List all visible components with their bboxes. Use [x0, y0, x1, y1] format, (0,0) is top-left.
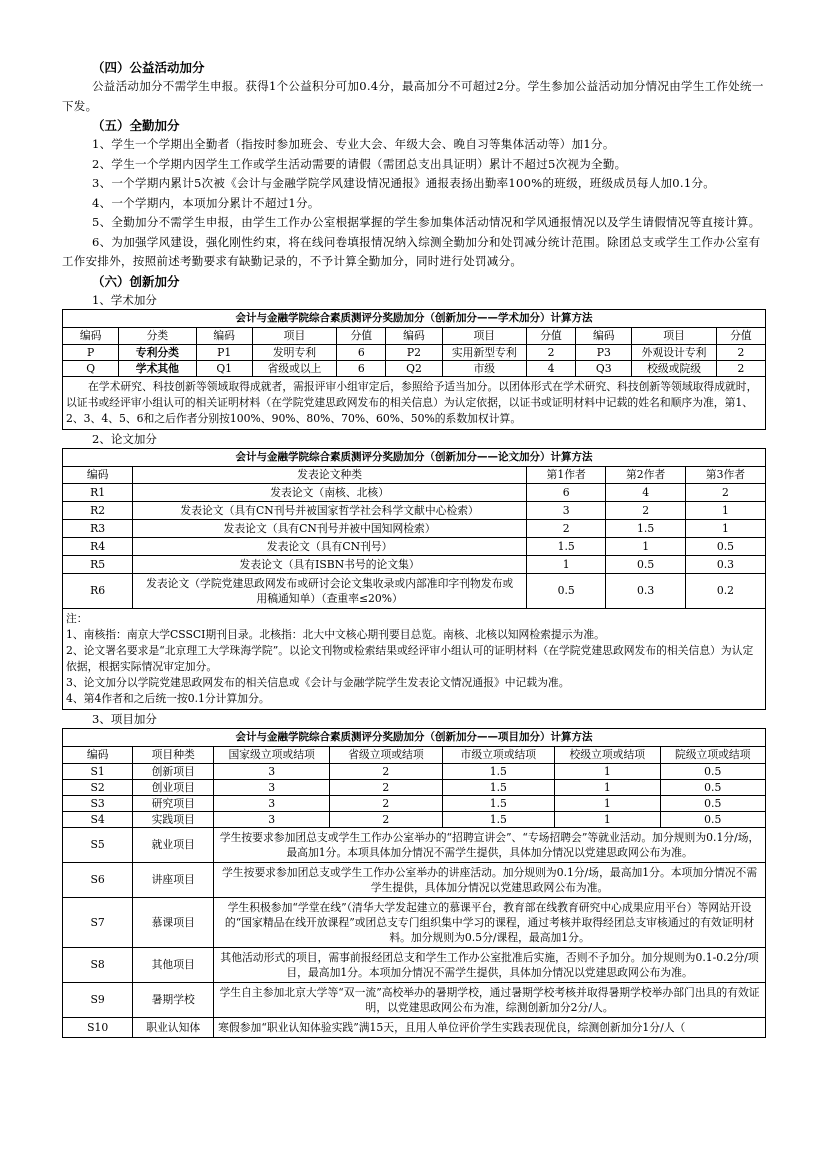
table-row: [63, 811, 766, 827]
table-caption: 会计与金融学院综合素质测评分奖励加分（创新加分——论文加分）计算方法: [63, 448, 766, 466]
table-cell: 3: [214, 779, 330, 795]
table-cell: 2: [330, 779, 442, 795]
table-row: [63, 947, 766, 982]
column-header: 校级立项或结项: [555, 746, 660, 763]
table-cell: 1: [555, 763, 660, 779]
table-cell: 暑期学校: [133, 982, 214, 1017]
table-cell: 实用新型专利: [442, 344, 526, 360]
table-cell: 1: [555, 779, 660, 795]
table-cell: P3: [576, 344, 632, 360]
table-cell: 0.2: [685, 573, 765, 608]
table-cell: 0.5: [606, 555, 685, 573]
table-cell: 2: [330, 795, 442, 811]
column-header: 省级立项或结项: [330, 746, 442, 763]
table-cell: S1: [63, 763, 133, 779]
note-line: 3、论文加分以学院党建思政网发布的相关信息或《会计与金融学院学生发表论文情况通报》中记载为准。: [66, 675, 570, 689]
table-cell: Q: [63, 360, 119, 376]
table-cell: 0.5: [660, 779, 766, 795]
table-cell: S2: [63, 779, 133, 795]
table-cell: 发表论文（具有ISBN书号的论文集）: [133, 555, 527, 573]
column-header: 项目: [252, 327, 336, 344]
column-header: 院级立项或结项: [660, 746, 766, 763]
table-cell: 3: [214, 763, 330, 779]
table-cell: R4: [63, 537, 133, 555]
table-cell: 校级或院级: [632, 360, 716, 376]
table-caption: 会计与金融学院综合素质测评分奖励加分（创新加分——项目加分）计算方法: [63, 728, 766, 746]
subheading-projects: 3、项目加分: [92, 711, 157, 726]
table-row: [63, 897, 766, 947]
column-header: 分值: [526, 327, 575, 344]
section-heading-public-welfare: （四）公益活动加分: [92, 60, 205, 75]
table-cell: 1: [555, 811, 660, 827]
table-row: [63, 573, 766, 608]
table-cell: 3: [214, 811, 330, 827]
table-cell: 学生按要求参加团总支或学生工作办公室举办的讲座活动。加分规则为0.1分/场，最高加1分。本项加分情况不需学生提供，具体加分情况以党建思政网公布为准。: [214, 862, 766, 897]
table-cell: P1: [196, 344, 252, 360]
table-row: [63, 537, 766, 555]
table-cell: 1: [685, 519, 765, 537]
column-header: 编码: [63, 466, 133, 483]
project-bonus-table: [62, 728, 766, 1038]
column-header: 编码: [63, 746, 133, 763]
table-cell: Q2: [386, 360, 442, 376]
table-cell: 学生积极参加“学堂在线”（清华大学发起建立的慕课平台，教育部在线教育研究中心成果应用平台）等网站开设的“国家精品在线开放课程”或团总支专门组织集中学习的课程，通过考核并取得经团总支审核通过的有效证明材料。加分规则为0.5分/课程，最高加1分。: [214, 897, 766, 947]
table-cell: S10: [63, 1017, 133, 1037]
subheading-papers: 2、论文加分: [92, 431, 157, 446]
table-cell: S9: [63, 982, 133, 1017]
academic-bonus-table: [62, 309, 766, 430]
paper-bonus-table: [62, 448, 766, 710]
table-notes: [63, 608, 766, 709]
column-header: 项目: [632, 327, 716, 344]
note-line: 2、论文署名要求是“北京理工大学珠海学院”。以论文刊物或检索结果或经评审小组认可的证明材料（在学院党建思政网发布的相关信息）为认定依据，根据实际情况审定加分。: [66, 643, 754, 673]
table-cell: 寒假参加“职业认知体验实践”满15天，且用人单位评价学生实践表现优良，综测创新加分1分/人（: [214, 1017, 766, 1037]
table-row: [63, 827, 766, 862]
table-cell: P: [63, 344, 119, 360]
table-cell: S5: [63, 827, 133, 862]
table-row: [63, 1017, 766, 1037]
table-cell: 研究项目: [133, 795, 214, 811]
table-cell: 慕课项目: [133, 897, 214, 947]
paragraph: 3、一个学期内累计5次被《会计与金融学院学风建设情况通报》通报表扬出勤率100%的班级，班级成员每人加0.1分。: [92, 176, 716, 190]
table-cell: 学生按要求参加团总支或学生工作办公室举办的“招聘宣讲会”、“专场招聘会”等就业活动。加分规则为0.1分/场，最高加1分。本项具体加分情况不需学生提供，具体加分情况以党建思政网公布为准。: [214, 827, 766, 862]
table-cell: 1: [526, 555, 605, 573]
table-cell: 发表论文（南核、北核）: [133, 483, 527, 501]
column-header: 国家级立项或结项: [214, 746, 330, 763]
column-header: 编码: [196, 327, 252, 344]
table-cell: 发表论文（学院党建思政网发布或研讨会论文集收录或内部准印字刊物发布或用稿通知单）（查重率≤20%）: [133, 573, 527, 608]
note-line: 4、第4作者和之后统一按0.1分计算加分。: [66, 691, 270, 705]
table-cell: 1.5: [442, 763, 554, 779]
table-cell: R5: [63, 555, 133, 573]
table-cell: 2: [606, 501, 685, 519]
table-cell: 1.5: [526, 537, 605, 555]
table-cell: 职业认知体: [133, 1017, 214, 1037]
table-row: [63, 795, 766, 811]
column-header: 编码: [63, 327, 119, 344]
column-header: 第2作者: [606, 466, 685, 483]
table-row: [63, 982, 766, 1017]
table-cell: S7: [63, 897, 133, 947]
table-note: [63, 376, 766, 429]
table-row: [63, 501, 766, 519]
column-header: 发表论文种类: [133, 466, 527, 483]
table-cell: 1: [555, 795, 660, 811]
table-row: [63, 344, 766, 360]
table-cell: 0.5: [660, 811, 766, 827]
table-cell: S6: [63, 862, 133, 897]
table-cell: S8: [63, 947, 133, 982]
table-row: [63, 483, 766, 501]
table-cell: 就业项目: [133, 827, 214, 862]
table-row: [63, 862, 766, 897]
table-cell: 创新项目: [133, 763, 214, 779]
document-page: [62, 58, 766, 1038]
table-cell: 2: [526, 344, 575, 360]
table-caption: 会计与金融学院综合素质测评分奖励加分（创新加分——学术加分）计算方法: [63, 309, 766, 327]
table-cell: Q3: [576, 360, 632, 376]
table-cell: R1: [63, 483, 133, 501]
table-cell: 1.5: [442, 811, 554, 827]
table-cell: 3: [214, 795, 330, 811]
table-cell: Q1: [196, 360, 252, 376]
column-header: 第3作者: [685, 466, 765, 483]
table-cell: 6: [526, 483, 605, 501]
column-header: 分类: [119, 327, 196, 344]
note-line: 注：: [66, 611, 88, 625]
table-cell: 0.5: [660, 795, 766, 811]
subheading-academic: 1、学术加分: [92, 292, 157, 307]
table-cell: 1.5: [442, 779, 554, 795]
table-cell: 市级: [442, 360, 526, 376]
table-cell: R2: [63, 501, 133, 519]
table-cell: 0.5: [660, 763, 766, 779]
paragraph: 1、学生一个学期出全勤者（指按时参加班会、专业大会、年级大会、晚自习等集体活动等）加1分。: [92, 137, 615, 151]
table-cell: 发表论文（具有CN刊号并被国家哲学社会科学文献中心检索）: [133, 501, 527, 519]
table-cell: 6: [337, 344, 386, 360]
table-cell: R3: [63, 519, 133, 537]
table-cell: 实践项目: [133, 811, 214, 827]
table-cell: 省级或以上: [252, 360, 336, 376]
column-header: 编码: [576, 327, 632, 344]
table-cell: 6: [337, 360, 386, 376]
table-row: [63, 519, 766, 537]
table-cell: 其他项目: [133, 947, 214, 982]
column-header: 市级立项或结项: [442, 746, 554, 763]
table-cell: 2: [716, 360, 765, 376]
table-cell: 发表论文（具有CN刊号）: [133, 537, 527, 555]
paragraph: 6、为加强学风建设，强化刚性约束，将在线问卷填报情况纳入综测全勤加分和处罚减分统计范围。除团总支或学生工作办公室有工作安排外，按照前述考勤要求有缺勤记录的，不予计算全勤加分，同时进行处罚减分。: [62, 234, 761, 268]
table-cell: 4: [526, 360, 575, 376]
table-cell: 其他活动形式的项目，需事前报经团总支和学生工作办公室批准后实施，否则不予加分。加分规则为0.1-0.2分/项目，最高加1分。本项加分情况不需学生提供，具体加分情况以党建思政网公布为准。: [214, 947, 766, 982]
table-cell: 讲座项目: [133, 862, 214, 897]
table-row: [63, 360, 766, 376]
table-cell: 1.5: [606, 519, 685, 537]
table-cell: 2: [330, 763, 442, 779]
column-header: 项目种类: [133, 746, 214, 763]
table-cell: 1: [606, 537, 685, 555]
table-cell: 3: [526, 501, 605, 519]
table-row: [63, 555, 766, 573]
table-cell: 2: [685, 483, 765, 501]
table-cell: 2: [716, 344, 765, 360]
note-line: 1、南核指：南京大学CSSCI期刊目录。北核指：北大中文核心期刊要目总览。南核、北核以知网检索提示为准。: [66, 627, 605, 641]
table-cell: 2: [330, 811, 442, 827]
table-cell: 1: [685, 501, 765, 519]
table-cell: P2: [386, 344, 442, 360]
table-cell: 创业项目: [133, 779, 214, 795]
paragraph: 2、学生一个学期内因学生工作或学生活动需要的请假（需团总支出具证明）累计不超过5次视为全勤。: [92, 156, 627, 171]
table-cell: 0.5: [526, 573, 605, 608]
column-header: 第1作者: [526, 466, 605, 483]
table-cell: S3: [63, 795, 133, 811]
paragraph: 5、全勤加分不需学生申报，由学生工作办公室根据掌握的学生参加集体活动情况和学风通报情况以及学生请假情况等直接计算。: [92, 215, 761, 229]
table-cell: 1.5: [442, 795, 554, 811]
column-header: 分值: [337, 327, 386, 344]
table-cell: 4: [606, 483, 685, 501]
table-cell: S4: [63, 811, 133, 827]
table-cell: R6: [63, 573, 133, 608]
table-cell: 2: [526, 519, 605, 537]
table-cell: 发明专利: [252, 344, 336, 360]
table-cell: 学术其他: [119, 360, 196, 376]
table-cell: 0.3: [606, 573, 685, 608]
table-cell: 外观设计专利: [632, 344, 716, 360]
section-heading-innovation: （六）创新加分: [92, 273, 180, 289]
paragraph: 公益活动加分不需学生申报。获得1个公益积分可加0.4分，最高加分不可超过2分。学生参加公益活动加分情况由学生工作处统一下发。: [62, 79, 764, 113]
paragraph: 4、一个学期内，本项加分累计不超过1分。: [92, 195, 320, 210]
column-header: 编码: [386, 327, 442, 344]
table-cell: 0.3: [685, 555, 765, 573]
table-row: [63, 779, 766, 795]
table-row: [63, 763, 766, 779]
section-heading-attendance: （五）全勤加分: [92, 118, 180, 133]
table-cell: 专利分类: [119, 344, 196, 360]
table-cell: 发表论文（具有CN刊号并被中国知网检索）: [133, 519, 527, 537]
table-cell: 学生自主参加北京大学等“双一流”高校举办的暑期学校，通过暑期学校考核并取得暑期学校举办部门出具的有效证明，以党建思政网公布为准，综测创新加分2分/人。: [214, 982, 766, 1017]
column-header: 项目: [442, 327, 526, 344]
note-text: 在学术研究、科技创新等领域取得成就者，需报评审小组审定后，参照给予适当加分。以团体形式在学术研究、科技创新等领域取得成就时，以证书或经评审小组认可的相关证明材料（在学院党建思政网发布的相关信息）为认定依据，以证书或证明材料中记载的姓名和顺序为准，第1、2、3、4、5、6和之后作者分别按100%、90%、80%、70%、60%、50%的系数加权计算。: [66, 379, 758, 425]
column-header: 分值: [716, 327, 765, 344]
table-cell: 0.5: [685, 537, 765, 555]
